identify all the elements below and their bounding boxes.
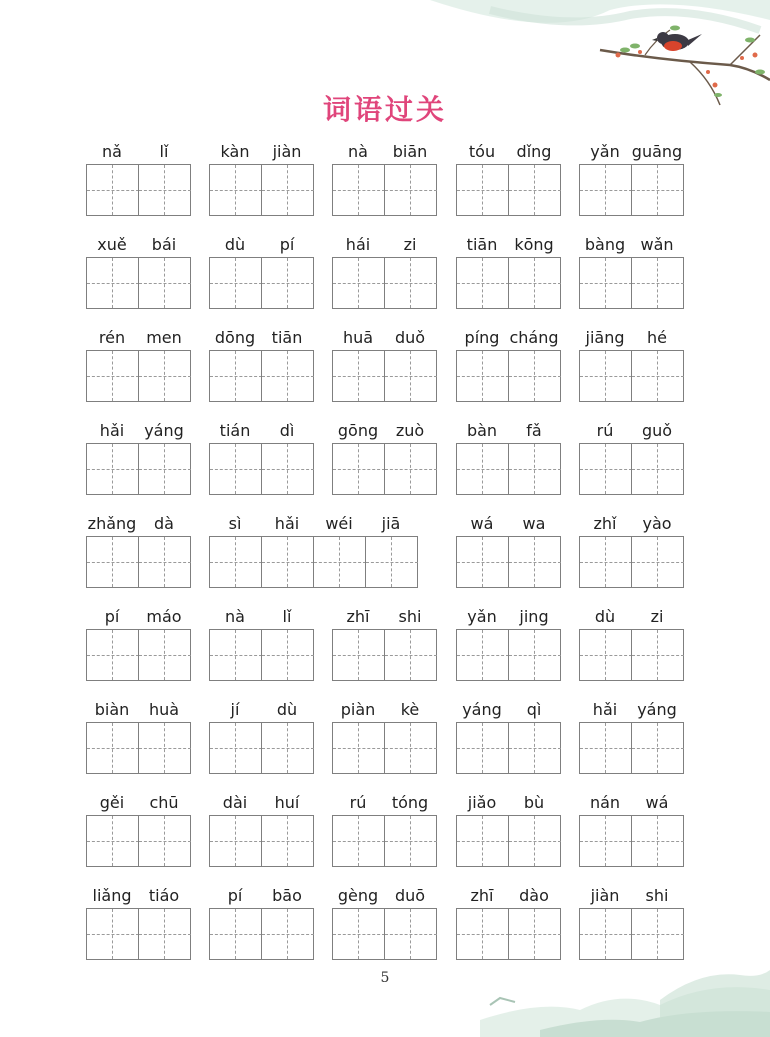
pinyin-syllable: men xyxy=(146,328,182,347)
writing-box-group[interactable] xyxy=(456,536,561,588)
pinyin-syllable: pí xyxy=(227,886,243,905)
pinyin-syllable: bù xyxy=(523,793,545,812)
pinyin-syllable: shi xyxy=(645,886,669,905)
tianzige-box[interactable] xyxy=(385,351,437,401)
tianzige-box[interactable] xyxy=(580,444,632,494)
writing-box-group[interactable] xyxy=(579,164,684,216)
pinyin-syllable: gōng xyxy=(337,421,379,440)
pinyin-line xyxy=(209,328,314,348)
tianzige-box[interactable] xyxy=(139,444,191,494)
pinyin-line xyxy=(209,514,418,534)
tianzige-box[interactable] xyxy=(457,165,509,215)
pinyin-syllable: biàn xyxy=(94,700,130,719)
pinyin-syllable: piàn xyxy=(340,700,376,719)
pinyin-line xyxy=(456,793,561,813)
tianzige-box[interactable] xyxy=(314,537,366,587)
pinyin-line xyxy=(86,142,191,162)
pinyin-syllable: xuě xyxy=(97,235,127,254)
pinyin-syllable: yáng xyxy=(637,700,677,719)
pinyin-line xyxy=(456,514,561,534)
pinyin-syllable: zuò xyxy=(395,421,425,440)
writing-box-group[interactable] xyxy=(579,350,684,402)
pinyin-line xyxy=(579,235,684,255)
tianzige-box[interactable] xyxy=(457,444,509,494)
pinyin-syllable: liǎng xyxy=(92,886,132,905)
pinyin-syllable: sì xyxy=(228,514,242,533)
pinyin-syllable: kōng xyxy=(514,235,554,254)
pinyin-syllable: yáng xyxy=(462,700,502,719)
tianzige-box[interactable] xyxy=(385,816,437,866)
pinyin-line xyxy=(86,514,191,534)
tianzige-box[interactable] xyxy=(87,351,139,401)
pinyin-line xyxy=(86,700,191,720)
pinyin-line xyxy=(209,607,314,627)
pinyin-line xyxy=(456,328,561,348)
pinyin-syllable: gěi xyxy=(99,793,125,812)
writing-box-group[interactable] xyxy=(86,257,191,309)
tianzige-box[interactable] xyxy=(333,258,385,308)
tianzige-box[interactable] xyxy=(262,816,314,866)
pinyin-line xyxy=(209,142,314,162)
tianzige-box[interactable] xyxy=(509,537,561,587)
tianzige-box[interactable] xyxy=(457,258,509,308)
tianzige-box[interactable] xyxy=(333,723,385,773)
pinyin-line xyxy=(579,886,684,906)
tianzige-box[interactable] xyxy=(262,723,314,773)
tianzige-box[interactable] xyxy=(385,165,437,215)
pinyin-syllable: bāo xyxy=(272,886,302,905)
pinyin-syllable: bàn xyxy=(466,421,498,440)
writing-box-group[interactable] xyxy=(209,443,314,495)
tianzige-box[interactable] xyxy=(457,351,509,401)
writing-box-group[interactable] xyxy=(86,629,191,681)
tianzige-box[interactable] xyxy=(210,165,262,215)
tianzige-box[interactable] xyxy=(632,351,684,401)
tianzige-box[interactable] xyxy=(385,444,437,494)
pinyin-syllable: yǎn xyxy=(467,607,497,626)
tianzige-box[interactable] xyxy=(333,165,385,215)
pinyin-syllable: tián xyxy=(219,421,251,440)
pinyin-syllable: dù xyxy=(276,700,298,719)
pinyin-line xyxy=(332,793,437,813)
tianzige-box[interactable] xyxy=(262,258,314,308)
pinyin-syllable: kàn xyxy=(220,142,250,161)
pinyin-syllable: nǎ xyxy=(102,142,122,161)
tianzige-box[interactable] xyxy=(139,537,191,587)
writing-box-group[interactable] xyxy=(209,350,314,402)
pinyin-syllable: zhī xyxy=(470,886,494,905)
tianzige-box[interactable] xyxy=(87,816,139,866)
pinyin-line xyxy=(456,886,561,906)
writing-box-group[interactable] xyxy=(86,164,191,216)
tianzige-box[interactable] xyxy=(509,723,561,773)
tianzige-box[interactable] xyxy=(210,258,262,308)
pinyin-line xyxy=(579,514,684,534)
tianzige-box[interactable] xyxy=(87,258,139,308)
tianzige-box[interactable] xyxy=(87,537,139,587)
pinyin-line xyxy=(456,142,561,162)
tianzige-box[interactable] xyxy=(262,909,314,959)
pinyin-line xyxy=(86,886,191,906)
tianzige-box[interactable] xyxy=(366,537,418,587)
writing-box-group[interactable] xyxy=(456,164,561,216)
pinyin-syllable: wá xyxy=(645,793,669,812)
pinyin-syllable: chū xyxy=(149,793,179,812)
writing-box-group[interactable] xyxy=(579,257,684,309)
pinyin-syllable: kè xyxy=(400,700,420,719)
pinyin-line xyxy=(456,700,561,720)
writing-box-group[interactable] xyxy=(86,350,191,402)
tianzige-box[interactable] xyxy=(580,723,632,773)
tianzige-box[interactable] xyxy=(385,723,437,773)
pinyin-syllable: huà xyxy=(148,700,180,719)
pinyin-syllable: dù xyxy=(224,235,246,254)
pinyin-syllable: hǎi xyxy=(592,700,618,719)
writing-box-group[interactable] xyxy=(456,815,561,867)
pinyin-syllable: wǎn xyxy=(640,235,674,254)
pinyin-syllable: zi xyxy=(403,235,417,254)
writing-box-group[interactable] xyxy=(332,443,437,495)
tianzige-box[interactable] xyxy=(87,723,139,773)
pinyin-syllable: píng xyxy=(464,328,500,347)
tianzige-box[interactable] xyxy=(632,165,684,215)
pinyin-line xyxy=(86,421,191,441)
pinyin-syllable: duǒ xyxy=(394,328,426,347)
tianzige-box[interactable] xyxy=(139,165,191,215)
tianzige-box[interactable] xyxy=(580,816,632,866)
writing-box-group[interactable] xyxy=(209,536,418,588)
tianzige-box[interactable] xyxy=(210,351,262,401)
pinyin-syllable: rú xyxy=(349,793,367,812)
pinyin-syllable: tiáo xyxy=(148,886,180,905)
tianzige-box[interactable] xyxy=(210,816,262,866)
pinyin-syllable: guāng xyxy=(631,142,683,161)
pinyin-line xyxy=(579,142,684,162)
pinyin-line xyxy=(209,886,314,906)
writing-box-group[interactable] xyxy=(456,443,561,495)
tianzige-box[interactable] xyxy=(139,816,191,866)
writing-box-group[interactable] xyxy=(209,257,314,309)
tianzige-box[interactable] xyxy=(509,258,561,308)
tianzige-box[interactable] xyxy=(262,444,314,494)
writing-box-group[interactable] xyxy=(579,443,684,495)
pinyin-syllable: fǎ xyxy=(526,421,542,440)
pinyin-line xyxy=(579,607,684,627)
pinyin-line xyxy=(86,328,191,348)
pinyin-line xyxy=(456,235,561,255)
pinyin-syllable: bái xyxy=(151,235,177,254)
tianzige-box[interactable] xyxy=(457,816,509,866)
tianzige-box[interactable] xyxy=(457,723,509,773)
pinyin-syllable: nà xyxy=(348,142,368,161)
pinyin-syllable: dài xyxy=(222,793,248,812)
pinyin-line xyxy=(86,235,191,255)
tianzige-box[interactable] xyxy=(139,258,191,308)
writing-box-group[interactable] xyxy=(332,257,437,309)
tianzige-box[interactable] xyxy=(632,723,684,773)
pinyin-syllable: gèng xyxy=(337,886,379,905)
tianzige-box[interactable] xyxy=(210,723,262,773)
pinyin-syllable: tóu xyxy=(468,142,496,161)
pinyin-syllable: biān xyxy=(392,142,428,161)
pinyin-syllable: tóng xyxy=(391,793,429,812)
pinyin-line xyxy=(86,607,191,627)
pinyin-line xyxy=(209,421,314,441)
pinyin-syllable: dōng xyxy=(214,328,256,347)
tianzige-box[interactable] xyxy=(580,630,632,680)
tianzige-box[interactable] xyxy=(580,165,632,215)
tianzige-box[interactable] xyxy=(632,444,684,494)
tianzige-box[interactable] xyxy=(333,351,385,401)
pinyin-syllable: rén xyxy=(98,328,126,347)
tianzige-box[interactable] xyxy=(262,351,314,401)
pinyin-syllable: tiān xyxy=(271,328,303,347)
tianzige-box[interactable] xyxy=(632,816,684,866)
tianzige-box[interactable] xyxy=(87,630,139,680)
pinyin-syllable: tiān xyxy=(466,235,498,254)
pinyin-syllable: wéi xyxy=(325,514,353,533)
pinyin-syllable: máo xyxy=(146,607,182,626)
tianzige-box[interactable] xyxy=(210,537,262,587)
tianzige-box[interactable] xyxy=(262,537,314,587)
tianzige-box[interactable] xyxy=(509,444,561,494)
tianzige-box[interactable] xyxy=(139,909,191,959)
pinyin-syllable: hé xyxy=(647,328,667,347)
tianzige-box[interactable] xyxy=(139,723,191,773)
pinyin-line xyxy=(332,142,437,162)
pinyin-syllable: cháng xyxy=(509,328,559,347)
writing-box-group[interactable] xyxy=(209,908,314,960)
tianzige-box[interactable] xyxy=(509,165,561,215)
tianzige-box[interactable] xyxy=(333,444,385,494)
pinyin-syllable: dì xyxy=(279,421,295,440)
pinyin-syllable: zhī xyxy=(346,607,370,626)
pinyin-syllable: zi xyxy=(650,607,664,626)
tianzige-box[interactable] xyxy=(632,258,684,308)
pinyin-line xyxy=(209,700,314,720)
pinyin-syllable: pí xyxy=(279,235,295,254)
pinyin-syllable: bàng xyxy=(584,235,626,254)
pinyin-syllable: rú xyxy=(596,421,614,440)
tianzige-box[interactable] xyxy=(210,444,262,494)
pinyin-syllable: huā xyxy=(342,328,374,347)
pinyin-syllable: jiāng xyxy=(585,328,625,347)
tianzige-box[interactable] xyxy=(580,351,632,401)
tianzige-box[interactable] xyxy=(139,630,191,680)
pinyin-line xyxy=(332,235,437,255)
pinyin-line xyxy=(579,421,684,441)
pinyin-syllable: dù xyxy=(594,607,616,626)
pinyin-line xyxy=(332,700,437,720)
pinyin-syllable: wa xyxy=(522,514,546,533)
tianzige-box[interactable] xyxy=(87,909,139,959)
pinyin-line xyxy=(332,886,437,906)
writing-box-group[interactable] xyxy=(209,722,314,774)
writing-box-group[interactable] xyxy=(86,815,191,867)
pinyin-line xyxy=(579,700,684,720)
pinyin-syllable: jing xyxy=(519,607,549,626)
pinyin-line xyxy=(86,793,191,813)
tianzige-box[interactable] xyxy=(385,630,437,680)
pinyin-line xyxy=(332,421,437,441)
tianzige-box[interactable] xyxy=(509,816,561,866)
tianzige-box[interactable] xyxy=(457,630,509,680)
pinyin-syllable: jí xyxy=(230,700,240,719)
tianzige-box[interactable] xyxy=(509,630,561,680)
writing-box-group[interactable] xyxy=(332,815,437,867)
tianzige-box[interactable] xyxy=(139,351,191,401)
tianzige-box[interactable] xyxy=(509,351,561,401)
tianzige-box[interactable] xyxy=(385,258,437,308)
writing-box-group[interactable] xyxy=(456,257,561,309)
pinyin-syllable: wá xyxy=(470,514,494,533)
pinyin-line xyxy=(332,607,437,627)
writing-box-group[interactable] xyxy=(332,164,437,216)
pinyin-syllable: qì xyxy=(526,700,542,719)
tianzige-box[interactable] xyxy=(87,165,139,215)
pinyin-syllable: lǐ xyxy=(282,607,292,626)
pinyin-syllable: yáng xyxy=(144,421,184,440)
tianzige-box[interactable] xyxy=(632,537,684,587)
pinyin-syllable: nán xyxy=(589,793,621,812)
page-title: 词语过关 xyxy=(322,93,447,126)
tianzige-box[interactable] xyxy=(632,630,684,680)
tianzige-box[interactable] xyxy=(580,537,632,587)
writing-box-group[interactable] xyxy=(579,815,684,867)
tianzige-box[interactable] xyxy=(457,537,509,587)
writing-box-group[interactable] xyxy=(579,629,684,681)
pinyin-syllable: zhǐ xyxy=(593,514,617,533)
pinyin-syllable: guǒ xyxy=(641,421,673,440)
writing-box-group[interactable] xyxy=(209,164,314,216)
tianzige-box[interactable] xyxy=(262,630,314,680)
pinyin-syllable: yào xyxy=(642,514,672,533)
writing-box-group[interactable] xyxy=(456,350,561,402)
writing-box-group[interactable] xyxy=(579,536,684,588)
writing-box-group[interactable] xyxy=(209,629,314,681)
tianzige-box[interactable] xyxy=(333,909,385,959)
pinyin-syllable: jiā xyxy=(381,514,401,533)
pinyin-line xyxy=(456,607,561,627)
writing-box-group[interactable] xyxy=(332,350,437,402)
pinyin-syllable: hǎi xyxy=(274,514,300,533)
tianzige-box[interactable] xyxy=(210,909,262,959)
writing-box-group[interactable] xyxy=(209,815,314,867)
writing-box-group[interactable] xyxy=(86,722,191,774)
pinyin-syllable: dào xyxy=(519,886,549,905)
tianzige-box[interactable] xyxy=(580,258,632,308)
pinyin-line xyxy=(209,235,314,255)
tianzige-box[interactable] xyxy=(210,630,262,680)
pinyin-syllable: shi xyxy=(398,607,422,626)
pinyin-syllable: hǎi xyxy=(99,421,125,440)
writing-box-group[interactable] xyxy=(86,443,191,495)
pinyin-syllable: jiǎo xyxy=(467,793,497,812)
writing-box-group[interactable] xyxy=(456,629,561,681)
pinyin-line xyxy=(579,328,684,348)
pinyin-syllable: duō xyxy=(394,886,426,905)
pinyin-line xyxy=(332,328,437,348)
pinyin-syllable: zhǎng xyxy=(87,514,137,533)
pinyin-syllable: dǐng xyxy=(516,142,552,161)
tianzige-box[interactable] xyxy=(87,444,139,494)
writing-box-group[interactable] xyxy=(86,908,191,960)
writing-box-group[interactable] xyxy=(332,722,437,774)
tianzige-box[interactable] xyxy=(333,816,385,866)
pinyin-syllable: pí xyxy=(104,607,120,626)
pinyin-syllable: dà xyxy=(154,514,174,533)
tianzige-box[interactable] xyxy=(262,165,314,215)
writing-box-group[interactable] xyxy=(332,629,437,681)
writing-box-group[interactable] xyxy=(86,536,191,588)
pinyin-syllable: hái xyxy=(345,235,371,254)
pinyin-syllable: jiàn xyxy=(272,142,302,161)
pinyin-line xyxy=(579,793,684,813)
tianzige-box[interactable] xyxy=(333,630,385,680)
pinyin-line xyxy=(209,793,314,813)
pinyin-syllable: jiàn xyxy=(590,886,620,905)
page-number: 5 xyxy=(380,970,390,986)
pinyin-syllable: nà xyxy=(225,607,245,626)
pinyin-syllable: yǎn xyxy=(590,142,620,161)
pinyin-syllable: huí xyxy=(274,793,300,812)
pinyin-syllable: lǐ xyxy=(159,142,169,161)
writing-box-group[interactable] xyxy=(579,722,684,774)
writing-box-group[interactable] xyxy=(456,722,561,774)
pinyin-line xyxy=(456,421,561,441)
